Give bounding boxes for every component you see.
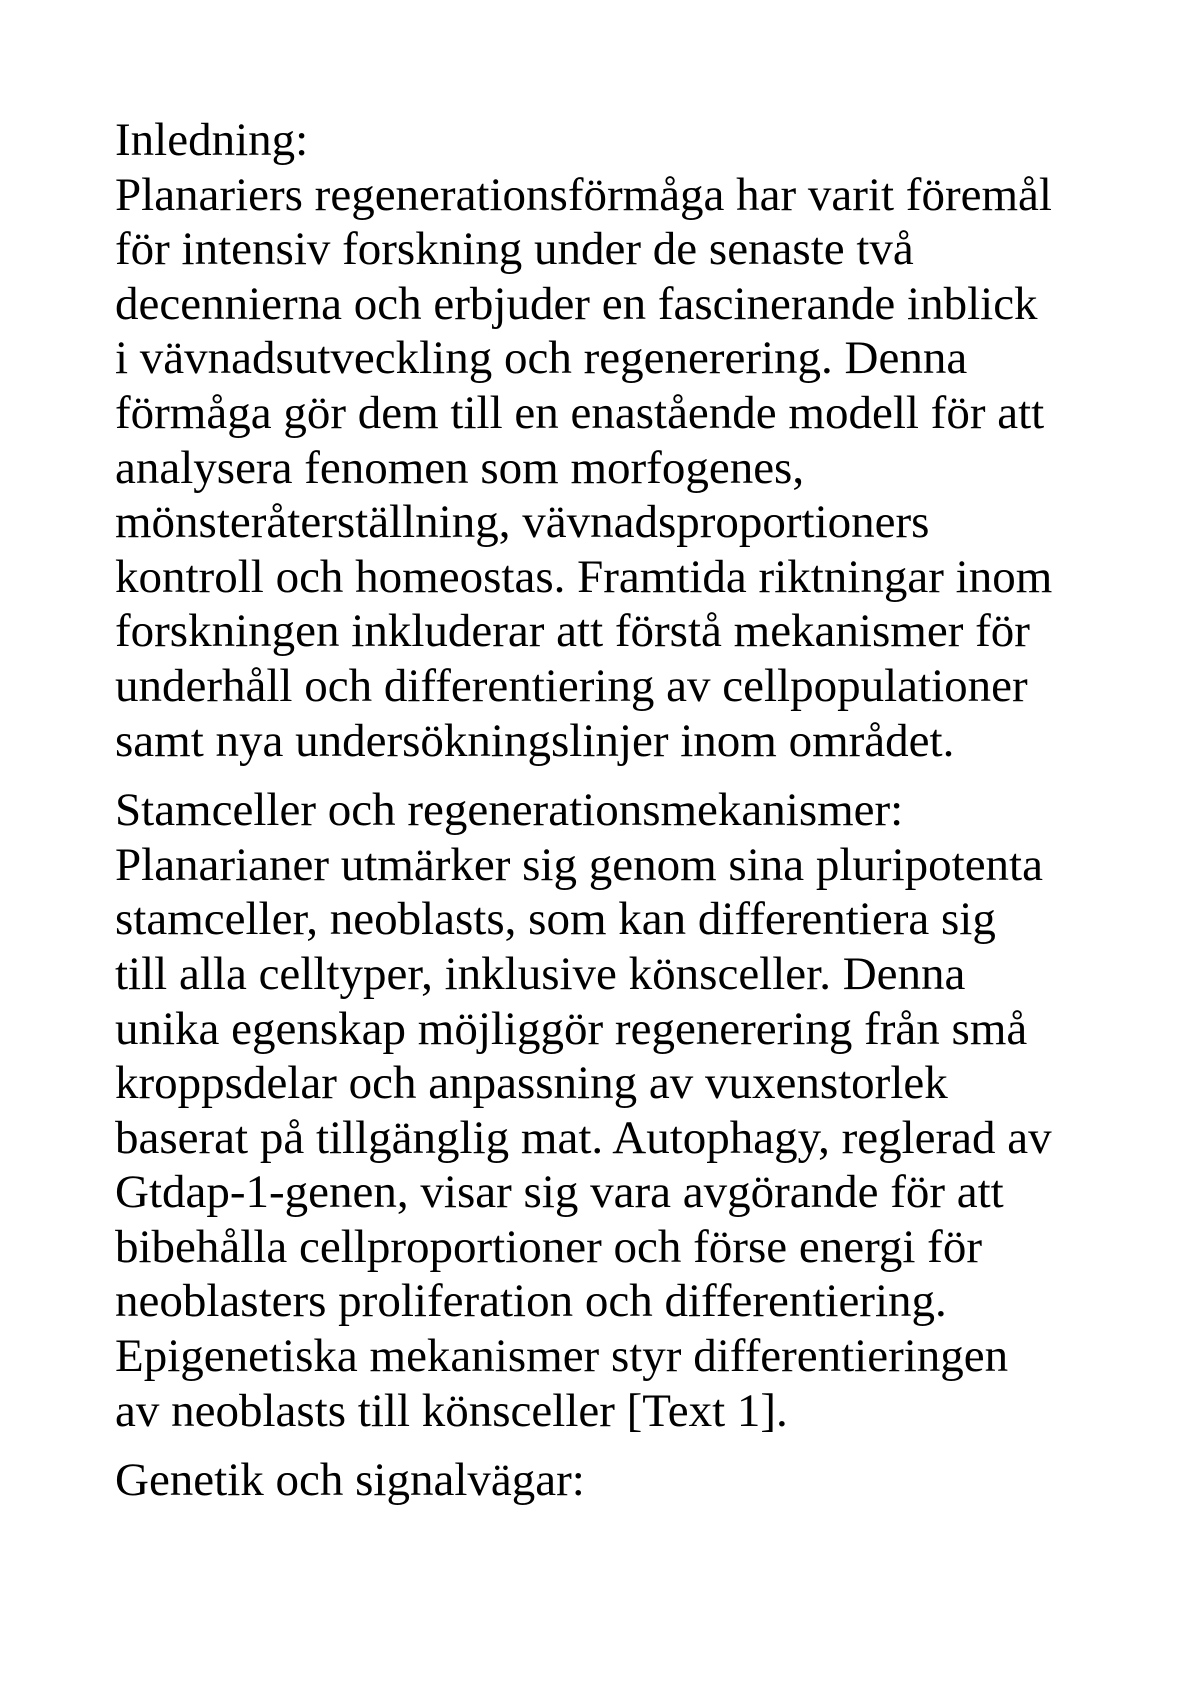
text-line: samt nya undersökningslinjer inom området. <box>115 714 955 767</box>
text-line: unika egenskap möjliggör regenerering från små <box>115 1002 1028 1055</box>
text-line: decennierna och erbjuder en fascinerande inblick <box>115 277 1038 330</box>
section-genetics <box>115 1453 1115 1508</box>
text-line: till alla celltyper, inklusive könsceller. Denna <box>115 947 966 1000</box>
text-line: Gtdap-1-genen, visar sig vara avgörande för att <box>115 1166 1004 1219</box>
text-line: Planariers regenerationsförmåga har varit föremål <box>115 168 1052 221</box>
text-line: av neoblasts till könsceller [Text 1]. <box>115 1384 788 1437</box>
text-line: analysera fenomen som morfogenes, <box>115 441 805 494</box>
text-line: bibehålla cellproportioner och förse energi för <box>115 1220 982 1273</box>
text-line: Planarianer utmärker sig genom sina pluripotenta <box>115 838 1043 891</box>
text-line: Epigenetiska mekanismer styr differentieringen <box>115 1330 1009 1383</box>
text-line: förmåga gör dem till en enastående modell för att <box>115 386 1045 439</box>
text-line: neoblasters proliferation och differentiering. <box>115 1275 947 1328</box>
text-line: för intensiv forskning under de senaste två <box>115 223 914 276</box>
text-line: stamceller, neoblasts, som kan differentiera sig <box>115 893 996 946</box>
text-line: forskningen inkluderar att förstå mekanismer för <box>115 605 1030 658</box>
document-page <box>115 113 1115 1523</box>
section-heading: Genetik och signalvägar: <box>115 1454 585 1507</box>
text-line: mönsteråterställning, vävnadsproportioners <box>115 496 930 549</box>
section-introduction <box>115 113 1115 768</box>
text-line: i vävnadsutveckling och regenerering. Denna <box>115 332 968 385</box>
text-line: kontroll och homeostas. Framtida riktningar inom <box>115 550 1053 603</box>
text-line: underhåll och differentiering av cellpopulationer <box>115 659 1028 712</box>
text-line: baserat på tillgänglig mat. Autophagy, reglerad av <box>115 1111 1052 1164</box>
section-heading: Stamceller och regenerationsmekanismer: <box>115 784 904 837</box>
section-heading: Inledning: <box>115 114 309 166</box>
text-line: kroppsdelar och anpassning av vuxenstorlek <box>115 1057 948 1110</box>
section-stem-cells <box>115 783 1115 1438</box>
